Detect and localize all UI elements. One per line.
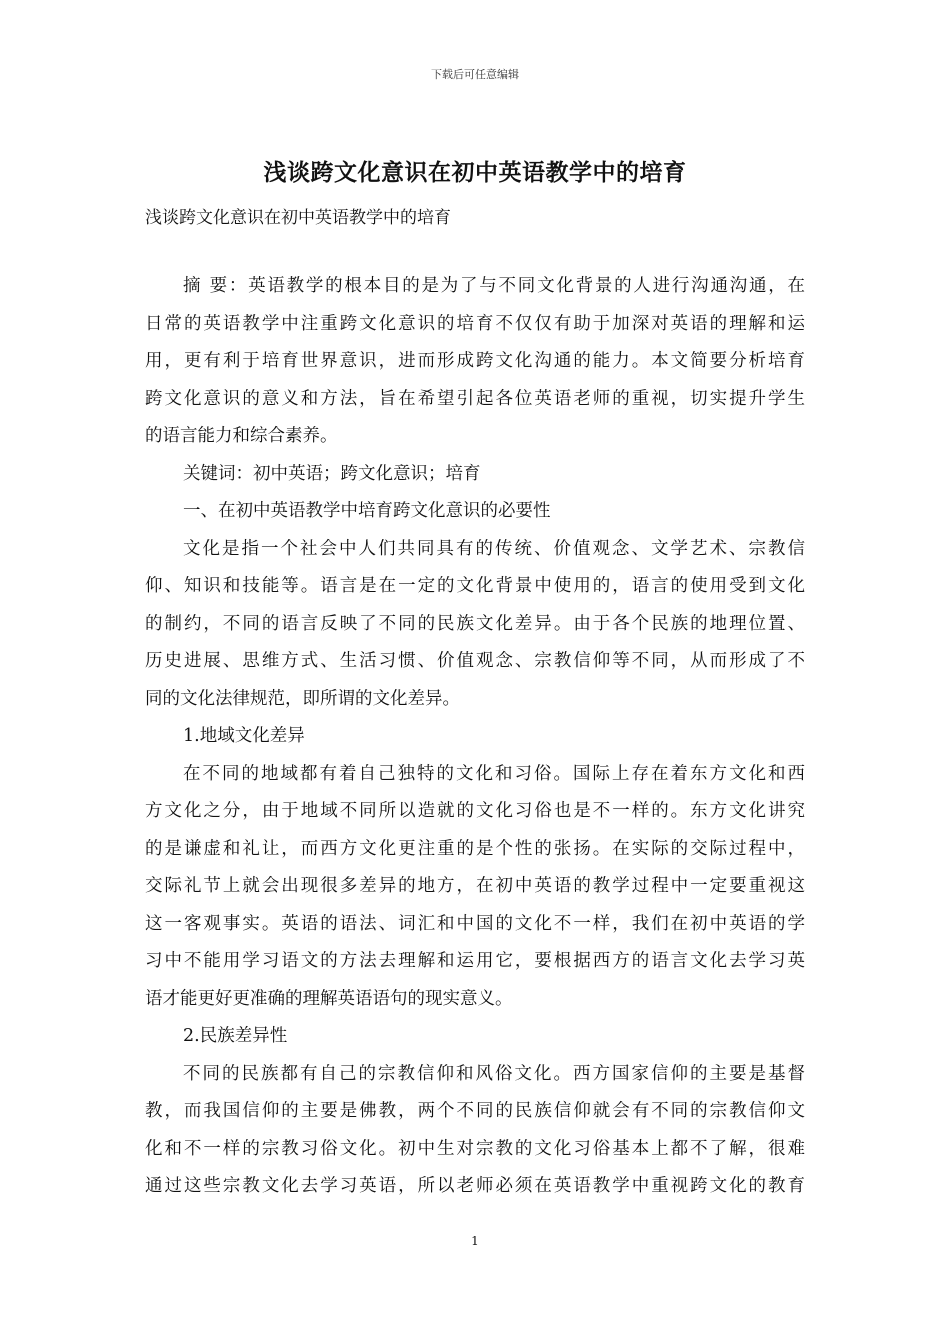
page-number: 1 (471, 1234, 479, 1248)
paragraph-line: 教，而我国信仰的主要是佛教，两个不同的民族信仰就会有不同的宗教信仰文 (145, 1101, 805, 1121)
paragraph-line: 通过这些宗教文化去学习英语，所以老师必须在英语教学中重视跨文化的教育 (145, 1176, 805, 1196)
paragraph-line: 的是谦虚和礼让，而西方文化更注重的是个性的张扬。在实际的交际过程中， (145, 838, 805, 859)
subsection-heading: 2.民族差异性 (183, 1026, 288, 1046)
keywords-line: 关键词：初中英语；跨文化意识；培育 (183, 463, 481, 484)
paragraph-line: 同的文化法律规范，即所谓的文化差异。 (145, 688, 460, 709)
paragraph-line: 这一客观事实。英语的语法、词汇和中国的文化不一样，我们在初中英语的学 (145, 913, 805, 934)
subsection-heading: 1.地域文化差异 (183, 726, 305, 746)
abstract-line: 的语言能力和综合素养。 (145, 426, 338, 446)
paragraph-line: 不同的民族都有自己的宗教信仰和风俗文化。西方国家信仰的主要是基督 (183, 1063, 805, 1084)
paragraph-line: 习中不能用学习语文的方法去理解和运用它，要根据西方的语言文化去学习英 (145, 951, 805, 971)
paragraph-line: 方文化之分，由于地域不同所以造就的文化习俗也是不一样的。东方文化讲究 (145, 801, 805, 821)
paragraph-line: 历史进展、思维方式、生活习惯、价值观念、宗教信仰等不同，从而形成了不 (145, 651, 805, 671)
paragraph-line: 交际礼节上就会出现很多差异的地方，在初中英语的教学过程中一定要重视这 (145, 876, 805, 896)
abstract-line: 用，更有利于培育世界意识，进而形成跨文化沟通的能力。本文简要分析培育 (145, 351, 805, 371)
paragraph-line: 化和不一样的宗教习俗文化。初中生对宗教的文化习俗基本上都不了解，很难 (145, 1138, 805, 1159)
abstract-line: 摘 要：英语教学的根本目的是为了与不同文化背景的人进行沟通沟通，在 (183, 276, 805, 296)
abstract-line: 跨文化意识的意义和方法，旨在希望引起各位英语老师的重视，切实提升学生 (145, 388, 805, 409)
page-header-note: 下载后可任意编辑 (431, 68, 519, 81)
paragraph-line: 在不同的地域都有着自己独特的文化和习俗。国际上存在着东方文化和西 (183, 763, 805, 784)
section-heading: 一、在初中英语教学中培育跨文化意识的必要性 (183, 501, 551, 521)
paragraph-line: 仰、知识和技能等。语言是在一定的文化背景中使用的，语言的使用受到文化 (145, 576, 805, 596)
paragraph-line: 文化是指一个社会中人们共同具有的传统、价值观念、文学艺术、宗教信 (183, 538, 805, 559)
abstract-line: 日常的英语教学中注重跨文化意识的培育不仅仅有助于加深对英语的理解和运 (145, 313, 805, 334)
document-body (145, 268, 805, 1206)
document-title: 浅谈跨文化意识在初中英语教学中的培育 (263, 159, 687, 186)
paragraph-line: 语才能更好更准确的理解英语语句的现实意义。 (145, 988, 513, 1009)
document-subtitle: 浅谈跨文化意识在初中英语教学中的培育 (145, 208, 451, 228)
paragraph-line: 的制约，不同的语言反映了不同的民族文化差异。由于各个民族的地理位置、 (145, 613, 805, 634)
